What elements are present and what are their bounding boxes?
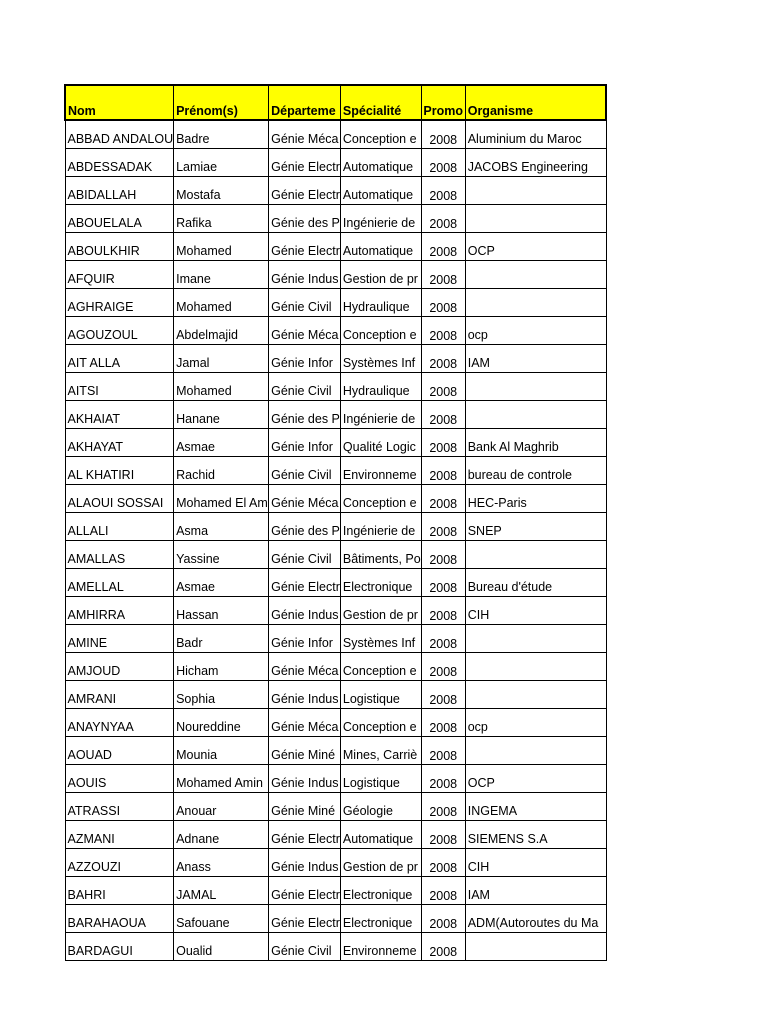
cell-promo[interactable]: 2008	[421, 821, 465, 849]
cell-departement[interactable]: Génie Infor	[269, 429, 341, 457]
table-row	[65, 625, 606, 653]
table-row	[65, 373, 606, 401]
cell-specialite[interactable]: Conception e	[340, 120, 421, 149]
cell-prenom[interactable]: Rachid	[174, 457, 269, 485]
cell-nom[interactable]: AIT ALLA	[65, 345, 174, 373]
table-row	[65, 933, 606, 961]
table-row	[65, 289, 606, 317]
cell-departement[interactable]: Génie Méca	[269, 120, 341, 149]
cell-departement[interactable]: Génie Electr	[269, 877, 341, 905]
cell-promo[interactable]: 2008	[421, 737, 465, 765]
cell-organisme[interactable]: OCP	[465, 233, 606, 261]
cell-nom[interactable]: ALLALI	[65, 513, 174, 541]
cell-prenom[interactable]: Imane	[174, 261, 269, 289]
cell-nom[interactable]: ABDESSADAK	[65, 149, 174, 177]
cell-organisme[interactable]: SNEP	[465, 513, 606, 541]
cell-specialite[interactable]: Qualité Logic	[340, 429, 421, 457]
cell-departement[interactable]: Génie des P	[269, 513, 341, 541]
cell-specialite[interactable]: Conception e	[340, 709, 421, 737]
cell-prenom[interactable]: Mounia	[174, 737, 269, 765]
cell-prenom[interactable]: Yassine	[174, 541, 269, 569]
table-row	[65, 233, 606, 261]
cell-prenom[interactable]: Badr	[174, 625, 269, 653]
cell-organisme[interactable]: SIEMENS S.A	[465, 821, 606, 849]
cell-prenom[interactable]: Rafika	[174, 205, 269, 233]
cell-prenom[interactable]: Anass	[174, 849, 269, 877]
cell-prenom[interactable]: Mohamed El Am	[174, 485, 269, 513]
cell-specialite[interactable]: Gestion de pr	[340, 597, 421, 625]
spreadsheet-table	[64, 84, 607, 961]
cell-nom[interactable]: ABOULKHIR	[65, 233, 174, 261]
cell-nom[interactable]: AMELLAL	[65, 569, 174, 597]
cell-organisme[interactable]: CIH	[465, 849, 606, 877]
table-row	[65, 120, 606, 149]
cell-departement[interactable]: Génie Electr	[269, 821, 341, 849]
cell-nom[interactable]: BARDAGUI	[65, 933, 174, 961]
cell-specialite[interactable]: Géologie	[340, 793, 421, 821]
header-departement[interactable]: Départeme	[269, 85, 341, 120]
cell-specialite[interactable]: Ingénierie de	[340, 401, 421, 429]
cell-promo[interactable]: 2008	[421, 877, 465, 905]
table-row	[65, 709, 606, 737]
cell-promo[interactable]: 2008	[421, 541, 465, 569]
cell-departement[interactable]: Génie des P	[269, 401, 341, 429]
cell-departement[interactable]: Génie Indus	[269, 849, 341, 877]
cell-nom[interactable]: AZZOUZI	[65, 849, 174, 877]
header-promo[interactable]: Promo	[421, 85, 465, 120]
header-nom[interactable]: Nom	[65, 85, 174, 120]
cell-promo[interactable]: 2008	[421, 289, 465, 317]
table-row	[65, 149, 606, 177]
table-row	[65, 681, 606, 709]
cell-departement[interactable]: Génie Civil	[269, 373, 341, 401]
cell-specialite[interactable]: Gestion de pr	[340, 849, 421, 877]
cell-prenom[interactable]: Mostafa	[174, 177, 269, 205]
cell-specialite[interactable]: Automatique	[340, 177, 421, 205]
cell-organisme[interactable]: OCP	[465, 765, 606, 793]
table-row	[65, 849, 606, 877]
cell-organisme[interactable]	[465, 625, 606, 653]
cell-specialite[interactable]: Ingénierie de	[340, 205, 421, 233]
cell-prenom[interactable]: Adnane	[174, 821, 269, 849]
header-row	[65, 85, 606, 120]
cell-prenom[interactable]: Asmae	[174, 569, 269, 597]
cell-promo[interactable]: 2008	[421, 317, 465, 345]
cell-organisme[interactable]	[465, 261, 606, 289]
cell-prenom[interactable]: Oualid	[174, 933, 269, 961]
cell-departement[interactable]: Génie Electr	[269, 149, 341, 177]
cell-specialite[interactable]: Electronique	[340, 905, 421, 933]
cell-organisme[interactable]	[465, 373, 606, 401]
cell-specialite[interactable]: Conception e	[340, 653, 421, 681]
cell-specialite[interactable]: Conception e	[340, 317, 421, 345]
cell-promo[interactable]: 2008	[421, 485, 465, 513]
cell-nom[interactable]: AL KHATIRI	[65, 457, 174, 485]
cell-organisme[interactable]	[465, 205, 606, 233]
cell-prenom[interactable]: Asmae	[174, 429, 269, 457]
table-row	[65, 513, 606, 541]
cell-prenom[interactable]: JAMAL	[174, 877, 269, 905]
cell-prenom[interactable]: Jamal	[174, 345, 269, 373]
cell-specialite[interactable]: Hydraulique	[340, 373, 421, 401]
cell-promo[interactable]: 2008	[421, 513, 465, 541]
cell-nom[interactable]: BARAHAOUA	[65, 905, 174, 933]
table-row	[65, 429, 606, 457]
cell-promo[interactable]: 2008	[421, 261, 465, 289]
cell-departement[interactable]: Génie Indus	[269, 597, 341, 625]
table-row	[65, 877, 606, 905]
table-row	[65, 569, 606, 597]
cell-specialite[interactable]: Gestion de pr	[340, 261, 421, 289]
cell-prenom[interactable]: Mohamed Amin	[174, 765, 269, 793]
cell-promo[interactable]: 2008	[421, 681, 465, 709]
table-row	[65, 793, 606, 821]
cell-departement[interactable]: Génie Civil	[269, 541, 341, 569]
cell-organisme[interactable]: CIH	[465, 597, 606, 625]
cell-departement[interactable]: Génie Electr	[269, 905, 341, 933]
cell-nom[interactable]: ABIDALLAH	[65, 177, 174, 205]
cell-departement[interactable]: Génie Civil	[269, 289, 341, 317]
cell-nom[interactable]: AITSI	[65, 373, 174, 401]
cell-departement[interactable]: Génie Electr	[269, 233, 341, 261]
cell-departement[interactable]: Génie des P	[269, 205, 341, 233]
table-row	[65, 821, 606, 849]
cell-departement[interactable]: Génie Civil	[269, 457, 341, 485]
cell-organisme[interactable]	[465, 737, 606, 765]
cell-prenom[interactable]: Anouar	[174, 793, 269, 821]
cell-specialite[interactable]: Logistique	[340, 765, 421, 793]
cell-organisme[interactable]: ADM(Autoroutes du Ma	[465, 905, 606, 933]
cell-nom[interactable]: ANAYNYAA	[65, 709, 174, 737]
cell-promo[interactable]: 2008	[421, 401, 465, 429]
cell-specialite[interactable]: Mines, Carriè	[340, 737, 421, 765]
cell-departement[interactable]: Génie Méca	[269, 653, 341, 681]
cell-specialite[interactable]: Electronique	[340, 877, 421, 905]
cell-nom[interactable]: ABBAD ANDALOU	[65, 120, 174, 149]
cell-promo[interactable]: 2008	[421, 205, 465, 233]
cell-organisme[interactable]	[465, 289, 606, 317]
cell-departement[interactable]: Génie Infor	[269, 625, 341, 653]
cell-organisme[interactable]	[465, 177, 606, 205]
cell-departement[interactable]: Génie Indus	[269, 765, 341, 793]
cell-organisme[interactable]	[465, 401, 606, 429]
cell-nom[interactable]: ATRASSI	[65, 793, 174, 821]
cell-nom[interactable]: AOUAD	[65, 737, 174, 765]
cell-promo[interactable]: 2008	[421, 933, 465, 961]
cell-specialite[interactable]: Environneme	[340, 933, 421, 961]
cell-departement[interactable]: Génie Indus	[269, 681, 341, 709]
cell-nom[interactable]: ABOUELALA	[65, 205, 174, 233]
cell-departement[interactable]: Génie Miné	[269, 793, 341, 821]
cell-promo[interactable]: 2008	[421, 177, 465, 205]
cell-nom[interactable]: BAHRI	[65, 877, 174, 905]
table-row	[65, 541, 606, 569]
cell-promo[interactable]: 2008	[421, 709, 465, 737]
cell-nom[interactable]: AKHAIAT	[65, 401, 174, 429]
cell-nom[interactable]: AFQUIR	[65, 261, 174, 289]
cell-prenom[interactable]: Asma	[174, 513, 269, 541]
cell-prenom[interactable]: Hanane	[174, 401, 269, 429]
cell-specialite[interactable]: Hydraulique	[340, 289, 421, 317]
cell-organisme[interactable]: Bureau d'étude	[465, 569, 606, 597]
cell-nom[interactable]: AGHRAIGE	[65, 289, 174, 317]
cell-organisme[interactable]: INGEMA	[465, 793, 606, 821]
cell-promo[interactable]: 2008	[421, 765, 465, 793]
cell-prenom[interactable]: Lamiae	[174, 149, 269, 177]
cell-specialite[interactable]: Systèmes Inf	[340, 345, 421, 373]
cell-prenom[interactable]: Badre	[174, 120, 269, 149]
cell-promo[interactable]: 2008	[421, 149, 465, 177]
cell-promo[interactable]: 2008	[421, 429, 465, 457]
cell-organisme[interactable]: IAM	[465, 877, 606, 905]
cell-promo[interactable]: 2008	[421, 625, 465, 653]
cell-organisme[interactable]	[465, 541, 606, 569]
cell-specialite[interactable]: Environneme	[340, 457, 421, 485]
table-row	[65, 261, 606, 289]
cell-promo[interactable]: 2008	[421, 233, 465, 261]
cell-prenom[interactable]: Mohamed	[174, 373, 269, 401]
cell-prenom[interactable]: Mohamed	[174, 289, 269, 317]
cell-organisme[interactable]: Bank Al Maghrib	[465, 429, 606, 457]
cell-departement[interactable]: Génie Civil	[269, 933, 341, 961]
cell-promo[interactable]: 2008	[421, 653, 465, 681]
cell-departement[interactable]: Génie Indus	[269, 261, 341, 289]
cell-specialite[interactable]: Automatique	[340, 821, 421, 849]
cell-promo[interactable]: 2008	[421, 597, 465, 625]
cell-nom[interactable]: AMALLAS	[65, 541, 174, 569]
cell-departement[interactable]: Génie Infor	[269, 345, 341, 373]
cell-specialite[interactable]: Automatique	[340, 233, 421, 261]
cell-promo[interactable]: 2008	[421, 569, 465, 597]
cell-specialite[interactable]: Automatique	[340, 149, 421, 177]
cell-specialite[interactable]: Bâtiments, Po	[340, 541, 421, 569]
cell-organisme[interactable]	[465, 681, 606, 709]
cell-nom[interactable]: AMRANI	[65, 681, 174, 709]
table-row	[65, 765, 606, 793]
cell-organisme[interactable]: JACOBS Engineering	[465, 149, 606, 177]
cell-specialite[interactable]: Ingénierie de	[340, 513, 421, 541]
table-row	[65, 737, 606, 765]
cell-prenom[interactable]: Abdelmajid	[174, 317, 269, 345]
cell-organisme[interactable]	[465, 653, 606, 681]
cell-prenom[interactable]: Safouane	[174, 905, 269, 933]
cell-organisme[interactable]: bureau de controle	[465, 457, 606, 485]
table-row	[65, 905, 606, 933]
table-row	[65, 205, 606, 233]
cell-nom[interactable]: AMHIRRA	[65, 597, 174, 625]
cell-departement[interactable]: Génie Méca	[269, 485, 341, 513]
cell-nom[interactable]: AMINE	[65, 625, 174, 653]
cell-promo[interactable]: 2008	[421, 120, 465, 149]
cell-promo[interactable]: 2008	[421, 793, 465, 821]
cell-prenom[interactable]: Hicham	[174, 653, 269, 681]
header-organisme[interactable]: Organisme	[465, 85, 606, 120]
cell-prenom[interactable]: Mohamed	[174, 233, 269, 261]
cell-specialite[interactable]: Systèmes Inf	[340, 625, 421, 653]
cell-promo[interactable]: 2008	[421, 849, 465, 877]
cell-prenom[interactable]: Sophia	[174, 681, 269, 709]
cell-nom[interactable]: AOUIS	[65, 765, 174, 793]
cell-specialite[interactable]: Electronique	[340, 569, 421, 597]
cell-departement[interactable]: Génie Miné	[269, 737, 341, 765]
table-row	[65, 653, 606, 681]
table-row	[65, 457, 606, 485]
cell-nom[interactable]: AMJOUD	[65, 653, 174, 681]
cell-promo[interactable]: 2008	[421, 373, 465, 401]
cell-nom[interactable]: AKHAYAT	[65, 429, 174, 457]
cell-promo[interactable]: 2008	[421, 905, 465, 933]
cell-organisme[interactable]: HEC-Paris	[465, 485, 606, 513]
cell-promo[interactable]: 2008	[421, 457, 465, 485]
cell-organisme[interactable]: ocp	[465, 317, 606, 345]
cell-specialite[interactable]: Conception e	[340, 485, 421, 513]
header-specialite[interactable]: Spécialité	[340, 85, 421, 120]
table-row	[65, 597, 606, 625]
table-row	[65, 401, 606, 429]
cell-specialite[interactable]: Logistique	[340, 681, 421, 709]
cell-departement[interactable]: Génie Electr	[269, 177, 341, 205]
cell-nom[interactable]: AZMANI	[65, 821, 174, 849]
cell-promo[interactable]: 2008	[421, 345, 465, 373]
table-row	[65, 317, 606, 345]
table-row	[65, 345, 606, 373]
cell-departement[interactable]: Génie Méca	[269, 709, 341, 737]
cell-organisme[interactable]: IAM	[465, 345, 606, 373]
table-row	[65, 485, 606, 513]
cell-prenom[interactable]: Hassan	[174, 597, 269, 625]
cell-organisme[interactable]: ocp	[465, 709, 606, 737]
cell-departement[interactable]: Génie Méca	[269, 317, 341, 345]
header-prenom[interactable]: Prénom(s)	[174, 85, 269, 120]
cell-departement[interactable]: Génie Electr	[269, 569, 341, 597]
cell-nom[interactable]: ALAOUI SOSSAI	[65, 485, 174, 513]
table-row	[65, 177, 606, 205]
cell-nom[interactable]: AGOUZOUL	[65, 317, 174, 345]
cell-organisme[interactable]: Aluminium du Maroc	[465, 120, 606, 149]
cell-prenom[interactable]: Noureddine	[174, 709, 269, 737]
cell-organisme[interactable]	[465, 933, 606, 961]
